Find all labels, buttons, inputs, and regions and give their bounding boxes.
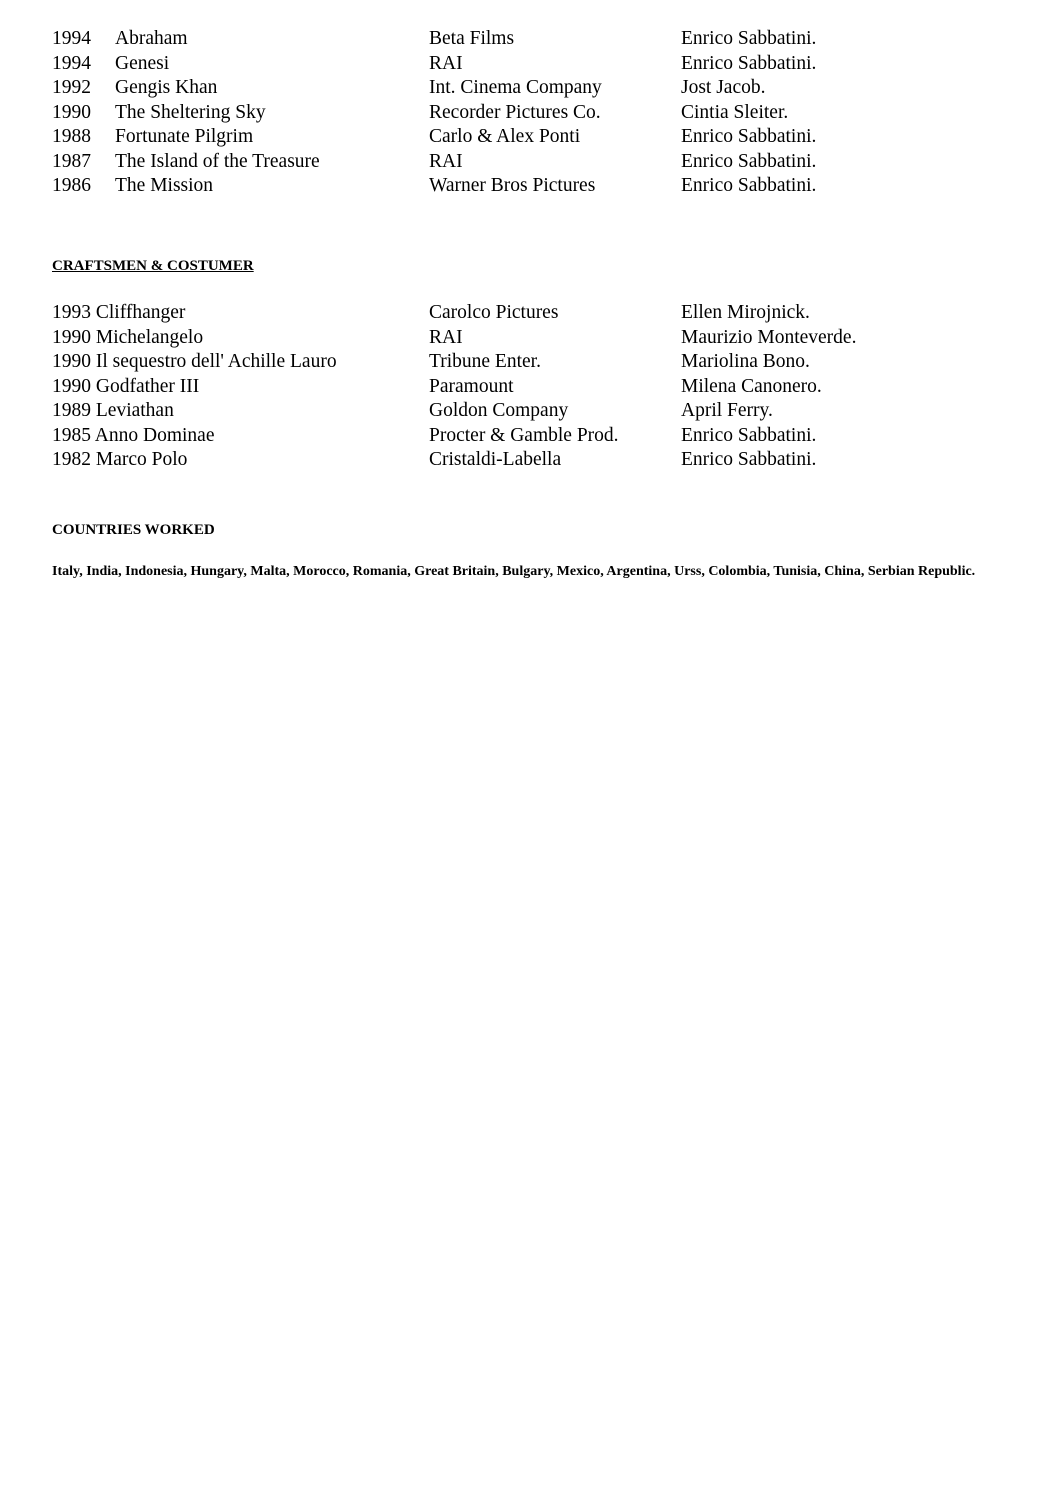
film-production: Recorder Pictures Co. bbox=[429, 101, 601, 123]
film-production: Warner Bros Pictures bbox=[429, 175, 596, 196]
film-designer: Enrico Sabbatini. bbox=[681, 175, 817, 196]
film-designer: Enrico Sabbatini. bbox=[681, 28, 817, 49]
craftsmen-designer: Enrico Sabbatini. bbox=[681, 424, 817, 446]
craftsmen-designer: Milena Canonero. bbox=[681, 375, 822, 397]
film-title: Genesi bbox=[115, 52, 170, 74]
film-production: Carlo & Alex Ponti bbox=[429, 126, 581, 147]
section-heading-craftsmen: CRAFTSMEN & COSTUMER bbox=[52, 258, 254, 274]
craftsmen-production: Goldon Company bbox=[429, 400, 569, 421]
film-year: 1994 bbox=[52, 52, 91, 74]
film-production: RAI bbox=[429, 52, 463, 74]
film-designer: Jost Jacob. bbox=[681, 77, 766, 98]
craftsmen-designer: April Ferry. bbox=[681, 400, 773, 421]
craftsmen-production: Tribune Enter. bbox=[429, 351, 541, 372]
craftsmen-production: Carolco Pictures bbox=[429, 302, 559, 323]
film-title: The Sheltering Sky bbox=[115, 101, 266, 123]
craftsmen-row bbox=[0, 350, 1058, 374]
craftsmen-designer: Enrico Sabbatini. bbox=[681, 449, 817, 470]
film-designer: Enrico Sabbatini. bbox=[681, 150, 817, 172]
countries-text: Italy, India, Indonesia, Hungary, Malta, Morocco, Romania, Great Britain, Bulgary, Mexico, Argentina, Urss, Colombia, Tunisia, China, Serbian Republic. bbox=[52, 564, 976, 579]
craftsmen-row bbox=[0, 326, 1058, 350]
film-designer: Enrico Sabbatini. bbox=[681, 126, 817, 147]
film-designer: Enrico Sabbatini. bbox=[681, 52, 817, 74]
craftsmen-production: Procter & Gamble Prod. bbox=[429, 424, 619, 446]
craftsmen-production: Paramount bbox=[429, 375, 514, 397]
film-year: 1994 bbox=[52, 28, 91, 49]
craftsmen-designer: Mariolina Bono. bbox=[681, 351, 810, 372]
film-row bbox=[0, 101, 1058, 125]
film-title: The Island of the Treasure bbox=[115, 150, 320, 172]
film-row bbox=[0, 76, 1058, 100]
film-designer: Cintia Sleiter. bbox=[681, 101, 789, 123]
film-title: The Mission bbox=[115, 175, 214, 196]
film-year: 1987 bbox=[52, 150, 91, 172]
craftsmen-production: Cristaldi-Labella bbox=[429, 449, 562, 470]
craftsmen-year-title: 1985 Anno Dominae bbox=[52, 424, 215, 446]
craftsmen-designer: Ellen Mirojnick. bbox=[681, 302, 810, 323]
craftsmen-year-title: 1989 Leviathan bbox=[52, 400, 174, 421]
craftsmen-row bbox=[0, 399, 1058, 423]
craftsmen-year-title: 1990 Il sequestro dell' Achille Lauro bbox=[52, 351, 337, 372]
craftsmen-row bbox=[0, 424, 1058, 448]
craftsmen-row bbox=[0, 375, 1058, 399]
film-row bbox=[0, 52, 1058, 76]
film-row bbox=[0, 150, 1058, 174]
craftsmen-production: RAI bbox=[429, 326, 463, 348]
film-title: Abraham bbox=[115, 28, 188, 49]
craftsmen-year-title: 1982 Marco Polo bbox=[52, 449, 188, 470]
film-year: 1990 bbox=[52, 101, 91, 123]
film-year: 1986 bbox=[52, 175, 91, 196]
craftsmen-year-title: 1990 Godfather III bbox=[52, 375, 200, 397]
film-production: Int. Cinema Company bbox=[429, 77, 602, 98]
craftsmen-year-title: 1990 Michelangelo bbox=[52, 326, 204, 348]
film-production: RAI bbox=[429, 150, 463, 172]
film-year: 1992 bbox=[52, 77, 91, 98]
film-production: Beta Films bbox=[429, 28, 515, 49]
craftsmen-year-title: 1993 Cliffhanger bbox=[52, 302, 186, 323]
film-row bbox=[0, 27, 1058, 51]
film-row bbox=[0, 174, 1058, 198]
craftsmen-designer: Maurizio Monteverde. bbox=[681, 326, 857, 348]
film-year: 1988 bbox=[52, 126, 91, 147]
craftsmen-row bbox=[0, 448, 1058, 472]
film-title: Gengis Khan bbox=[115, 77, 218, 98]
film-title: Fortunate Pilgrim bbox=[115, 126, 254, 147]
craftsmen-row bbox=[0, 301, 1058, 325]
section-heading-countries: COUNTRIES WORKED bbox=[52, 522, 215, 538]
film-row bbox=[0, 125, 1058, 149]
